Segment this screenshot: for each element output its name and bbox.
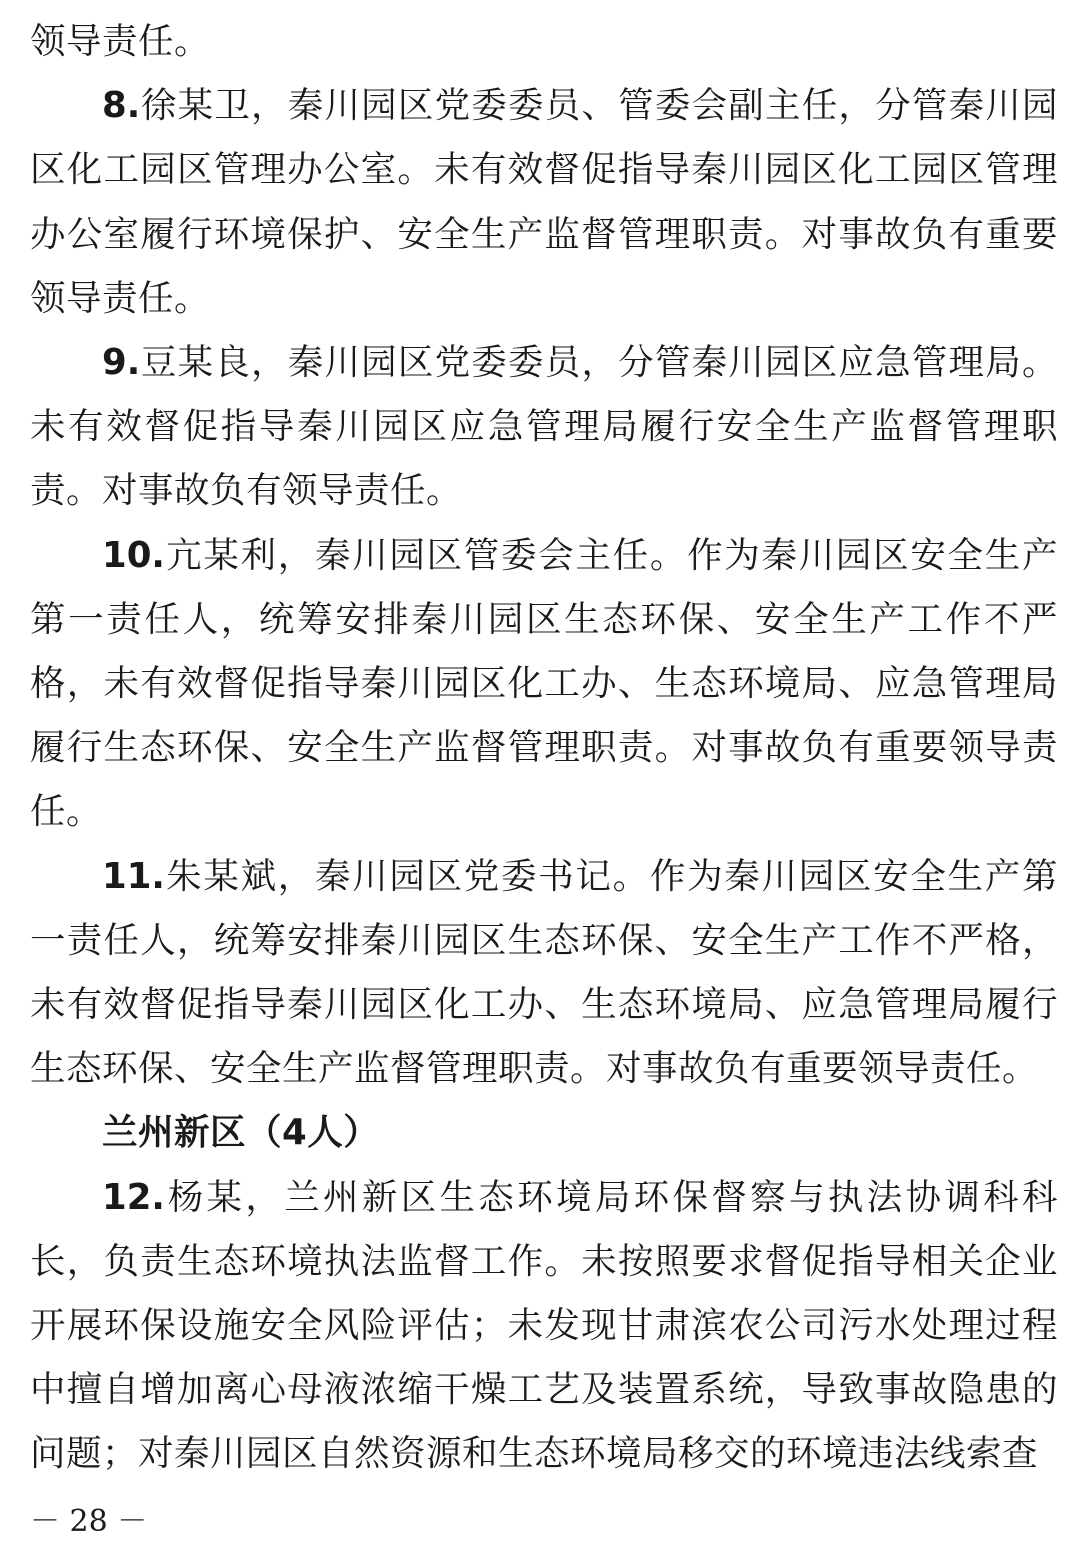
item-number: 9.: [102, 342, 141, 384]
section-heading-text: 兰州新区（: [102, 1112, 283, 1154]
item-number: 10.: [102, 534, 165, 576]
paragraph-text: 豆某良，秦川园区党委委员，分管秦川园区应急管理局。未有效督促指导秦川园区应急管理局履行安全生产监督管理职责。对事故负有领导责任。: [30, 342, 1058, 512]
item-number: 8.: [102, 85, 141, 127]
paragraph-item-12: [30, 1166, 1058, 1487]
section-heading-suffix: 人）: [307, 1112, 380, 1154]
paragraph-continuation: [30, 10, 1058, 74]
section-heading-count: 4: [282, 1112, 308, 1154]
paragraph-text: 领导责任。: [30, 21, 211, 62]
paragraph-item-8: [30, 74, 1058, 331]
document-body: [30, 10, 1058, 1487]
item-number: 12.: [102, 1176, 165, 1218]
item-number: 11.: [102, 855, 165, 897]
paragraph-text: 徐某卫，秦川园区党委委员、管委会副主任，分管秦川园区化工园区管理办公室。未有效督促指导秦川园区化工园区管理办公室履行环境保护、安全生产监督管理职责。对事故负有重要领导责任。: [30, 85, 1058, 319]
paragraph-item-10: [30, 524, 1058, 845]
paragraph-item-9: [30, 331, 1058, 524]
paragraph-text: 朱某斌，秦川园区党委书记。作为秦川园区安全生产第一责任人，统筹安排秦川园区生态环保、安全生产工作不严格，未有效督促指导秦川园区化工办、生态环境局、应急管理局履行生态环保、安全生产监督管理职责。对事故负有重要领导责任。: [30, 855, 1058, 1090]
page-number: － 28 －: [30, 1504, 148, 1539]
paragraph-text: 亢某利，秦川园区管委会主任。作为秦川园区安全生产第一责任人，统筹安排秦川园区生态环保、安全生产工作不严格，未有效督促指导秦川园区化工办、生态环境局、应急管理局履行生态环保、安全生产监督管理职责。对事故负有重要领导责任。: [30, 534, 1058, 833]
paragraph-item-11: [30, 845, 1058, 1102]
paragraph-text: 杨某，兰州新区生态环境局环保督察与执法协调科科长，负责生态环境执法监督工作。未按照要求督促指导相关企业开展环保设施安全风险评估；未发现甘肃滨农公司污水处理过程中擅自增加离心母液浓缩干燥工艺及装置系统，导致事故隐患的问题；对秦川园区自然资源和生态环境局移交的环境违法线索查: [30, 1176, 1058, 1475]
section-heading: [30, 1101, 1058, 1165]
